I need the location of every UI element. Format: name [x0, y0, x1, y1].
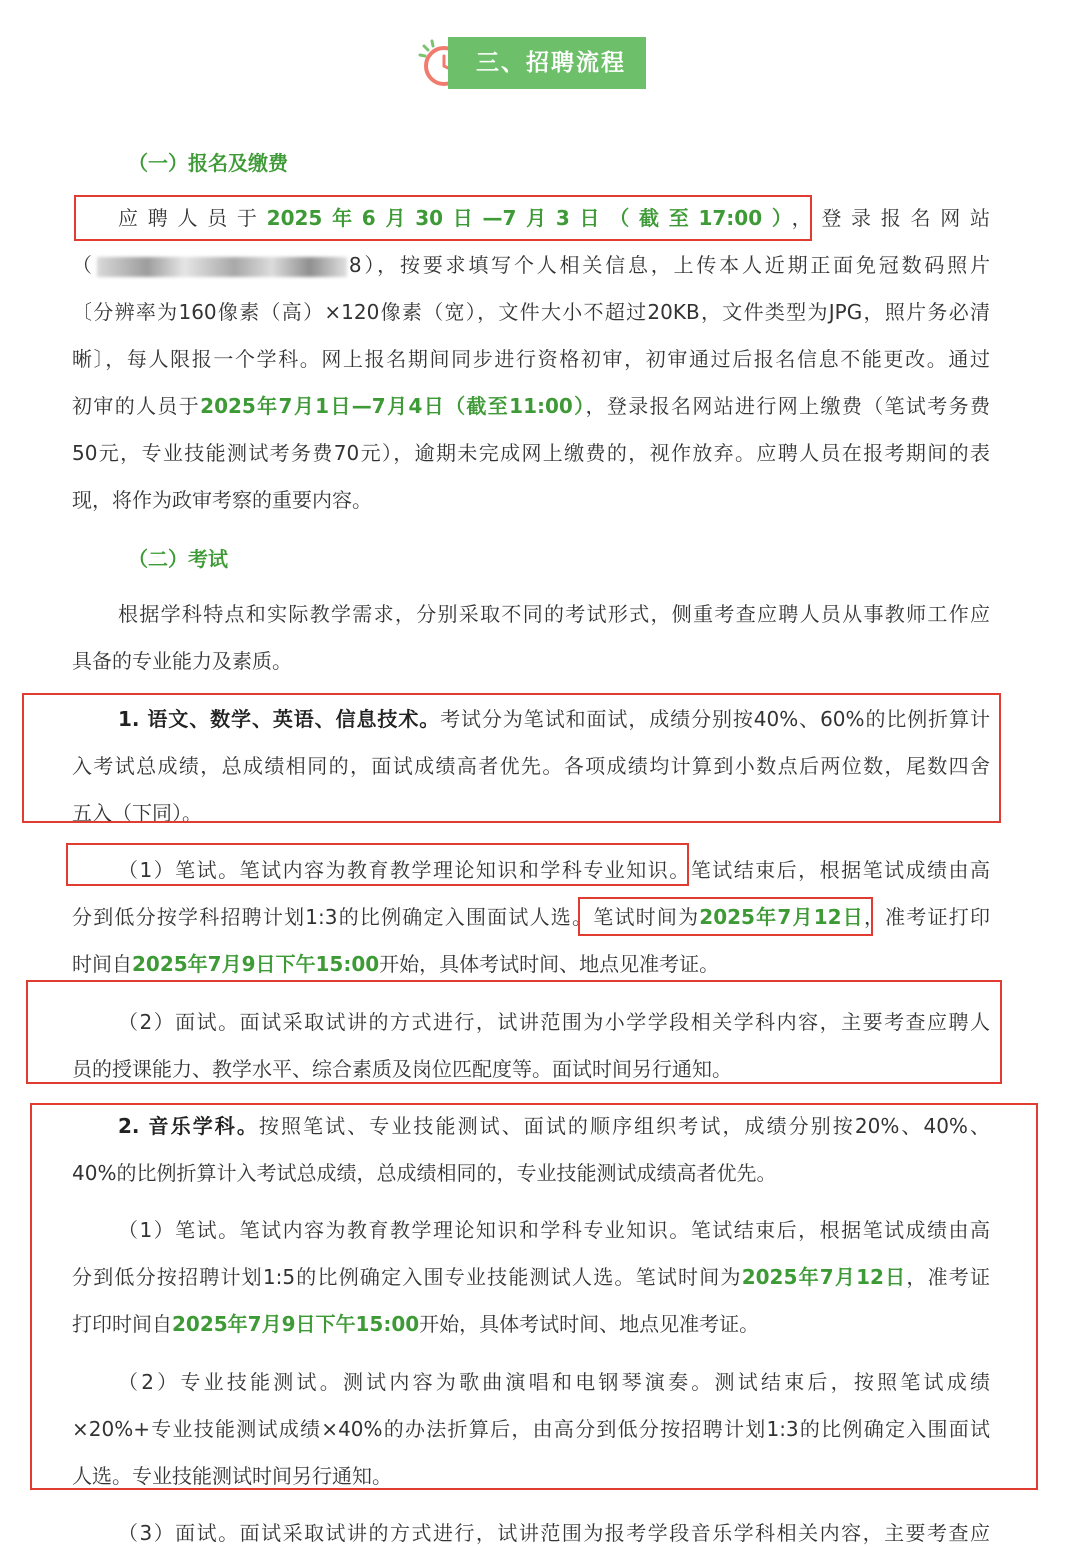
redacted-url — [97, 257, 347, 277]
text: 开始，具体考试时间、地点见准考证。 — [379, 952, 720, 976]
header-title: 三、招聘流程 — [448, 37, 646, 89]
paragraph-line: 员的授课能力、教学水平、综合素质及岗位匹配度等。面试时间另行通知。 — [72, 1057, 732, 1081]
paragraph-line: 入考试总成绩，总成绩相同的，面试成绩高者优先。各项成绩均计算到小数点后两位数，尾数四舍 — [72, 754, 990, 778]
paragraph-line: 人选。专业技能测试时间另行通知。 — [72, 1464, 392, 1488]
paragraph-line: 40%的比例折算计入考试总成绩，总成绩相同的，专业技能测试成绩高者优先。 — [72, 1161, 777, 1185]
paragraph-line: （1）笔试。笔试内容为教育教学理论知识和学科专业知识。笔试结束后，根据笔试成绩由高 — [118, 1218, 990, 1242]
highlight-box — [578, 897, 873, 936]
exam-date: 2025年7月12日 — [741, 1265, 907, 1289]
paragraph-line: 50元，专业技能测试考务费70元），逾期未完成网上缴费的，视作放弃。应聘人员在报考期间的表 — [72, 441, 990, 465]
subject-heading: 2. 音乐学科。 — [118, 1114, 259, 1138]
text: ，登录报名网站 — [791, 206, 990, 230]
paragraph-line: （2）专业技能测试。测试内容为歌曲演唱和电钢琴演奏。测试结束后，按照笔试成绩 — [118, 1370, 990, 1394]
highlight-box — [26, 980, 1002, 1084]
paragraph-line: 五入（下同）。 — [72, 801, 202, 825]
paragraph-line: 晰〕，每人限报一个学科。网上报名期间同步进行资格初审，初审通过后报名信息不能更改。通过 — [72, 347, 990, 371]
highlight-box — [74, 195, 812, 241]
section-header — [418, 36, 650, 92]
highlight-box — [66, 843, 689, 886]
text: 初审的人员于 — [72, 394, 201, 418]
text: 分到低分按招聘计划1:5的比例确定入围专业技能测试人选。笔试时间为 — [72, 1265, 742, 1289]
text: 打印时间自 — [72, 1312, 172, 1336]
highlight-box — [22, 693, 1001, 823]
paragraph-line: 具备的专业能力及素质。 — [72, 649, 292, 673]
text: ，登录报名网站进行网上缴费（笔试考务费 — [585, 394, 990, 418]
text: （ — [72, 253, 95, 277]
text: 考试分为笔试和面试，成绩分别按40%、60%的比例折算计 — [440, 707, 990, 731]
text: ，准考证 — [906, 1265, 991, 1289]
section-heading-exam: （二）考试 — [128, 547, 228, 571]
paragraph-line — [72, 391, 990, 421]
text: 分到低分按学科招聘计划1:3的比例确定入围面试人选。 — [72, 905, 594, 929]
text: 笔试时间为 — [593, 905, 700, 929]
paragraph-line: 〔分辨率为160像素（高）×120像素（宽），文件大小不超过20KB，文件类型为JPG，照片务必清 — [72, 300, 990, 324]
paragraph-line: （2）面试。面试采取试讲的方式进行，试讲范围为小学学段相关学科内容，主要考查应聘人 — [118, 1010, 990, 1034]
text: （1）笔试。笔试内容为教育教学理论知识和学科专业知识。 — [118, 858, 691, 882]
registration-date: 2025年6月30日—7月3日（截至17:00） — [266, 206, 792, 230]
paragraph-line: 根据学科特点和实际教学需求，分别采取不同的考试形式，侧重考查应聘人员从事教师工作应 — [118, 602, 990, 626]
highlight-box — [30, 1103, 1038, 1490]
text: 开始，具体考试时间、地点见准考证。 — [419, 1312, 760, 1336]
admission-ticket-date: 2025年7月9日下午15:00 — [132, 952, 380, 976]
admission-ticket-date: 2025年7月9日下午15:00 — [172, 1312, 420, 1336]
paragraph-line — [72, 949, 990, 979]
paragraph-line: 现，将作为政审考察的重要内容。 — [72, 488, 372, 512]
subject-heading: 1. 语文、数学、英语、信息技术。 — [118, 707, 441, 731]
text: ，准考证打印 — [863, 905, 991, 929]
text: 时间自 — [72, 952, 132, 976]
text: 按照笔试、专业技能测试、面试的顺序组织考试，成绩分别按20%、40%、 — [258, 1114, 991, 1138]
paragraph-line: （3）面试。面试采取试讲的方式进行，试讲范围为报考学段音乐学科相关内容，主要考查应 — [118, 1521, 990, 1545]
text: 应聘人员于 — [118, 206, 267, 230]
paragraph-line: ×20%+专业技能测试成绩×40%的办法折算后，由高分到低分按招聘计划1:3的比例确定入围面试 — [72, 1417, 990, 1441]
section-heading-registration: （一）报名及缴费 — [128, 151, 288, 175]
exam-date: 2025年7月12日 — [699, 905, 864, 929]
text: 8），按要求填写个人相关信息，上传本人近期正面免冠数码照片 — [348, 253, 991, 277]
paragraph-line — [72, 250, 990, 280]
text: 笔试结束后，根据笔试成绩由高 — [690, 858, 990, 882]
payment-date: 2025年7月1日—7月4日（截至11:00） — [200, 394, 586, 418]
